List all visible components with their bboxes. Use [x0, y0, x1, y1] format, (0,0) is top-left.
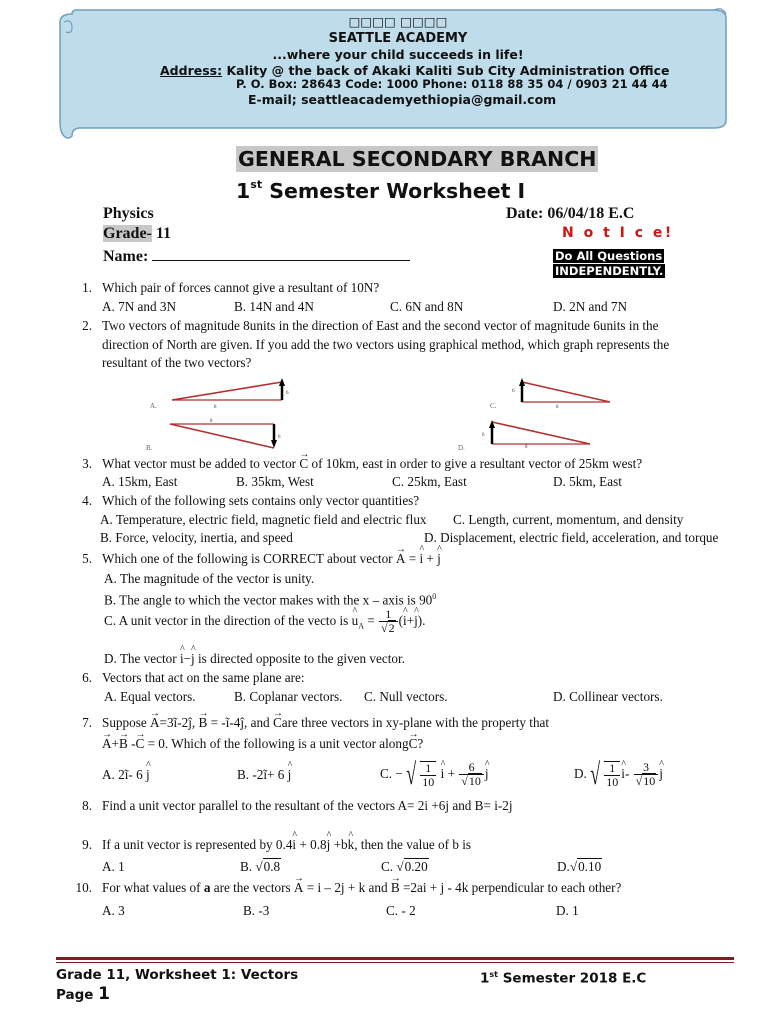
- footer-rule-thick: [56, 957, 734, 960]
- q3-option-b: B. 35km, West: [236, 474, 314, 489]
- q2-figures: [140, 376, 700, 452]
- subject-label: Physics: [103, 205, 154, 222]
- q10-option-c: C. - 2: [386, 903, 416, 918]
- q1-option-d: D. 2N and 7N: [553, 299, 627, 314]
- q9-option-d: D.√0.10: [557, 859, 602, 874]
- address-text: Kality @ the back of Akaki Kaliti Sub City Administration Office: [226, 63, 670, 78]
- footer-semester-label: 1st Semester 2018 E.C: [480, 970, 647, 987]
- q7-line-1: Suppose → A=3ĩ-2ĵ, → B = -ĩ-4ĵ, and → Care three vectors in xy-plane with the property that: [102, 714, 549, 732]
- q5-option-d: D. The vector ^ i−^ j is directed opposite to the given vector.: [104, 650, 405, 668]
- q3-option-d: D. 5km, East: [553, 474, 622, 489]
- worksheet-title: 1st Semester Worksheet I: [236, 178, 526, 203]
- q5-number: 5.: [82, 551, 92, 566]
- fig-d-resultant: [492, 422, 590, 444]
- q2-line-1: Two vectors of magnitude 8units in the direction of East and the second vector of magnitude 6units in the: [102, 318, 659, 333]
- q10-option-b: B. -3: [243, 903, 270, 918]
- svg-text:6: 6: [512, 389, 515, 394]
- q5-option-c: C. A unit vector in the direction of the vecto is ^ $u_A$ = $\frac{1}{√2}$ (^ i+^ j).: [104, 608, 425, 640]
- footer-page-label: Page 1: [56, 984, 111, 1004]
- q2-line-2: direction of North are given. If you add the two vectors using graphical method, which graph represents the: [102, 337, 670, 352]
- q2-line-3: resultant of the two vectors?: [102, 355, 252, 370]
- q5-text: Which one of the following is CORRECT about vector → A = ^ i + ^ j: [102, 550, 441, 568]
- q1-option-c: C. 6N and 8N: [390, 299, 464, 314]
- svg-text:8: 8: [214, 405, 217, 410]
- branch-title: GENERAL SECONDARY BRANCH: [238, 147, 597, 171]
- q4-option-b: B. Force, velocity, inertia, and speed: [100, 530, 293, 545]
- fig-b-label: B.: [146, 444, 153, 452]
- q6-number: 6.: [82, 670, 92, 685]
- q8-text: Find a unit vector parallel to the resultant of the vectors A= 2i +6j and B= i-2j: [102, 798, 513, 813]
- notice-line-2: INDEPENDENTLY.: [555, 264, 664, 278]
- fig-a-label: A.: [150, 402, 157, 410]
- q6-option-d: D. Collinear vectors.: [553, 689, 663, 704]
- svg-text:6: 6: [286, 391, 289, 396]
- svg-text:8: 8: [556, 405, 559, 410]
- q10-text: For what values of a are the vectors → A = i – 2j + k and → B =2ai + j - 4k perpendicular to each other?: [102, 879, 621, 897]
- q2-number: 2.: [82, 318, 92, 333]
- q1-text: Which pair of forces cannot give a resultant of 10N?: [102, 280, 380, 295]
- q5-option-b: B. The angle to which the vector makes with the x – axis is $90^0$: [104, 592, 437, 608]
- q9-number: 9.: [82, 837, 92, 852]
- school-motto: ...where your child succeeds in life!: [272, 47, 524, 62]
- q6-option-a: A. Equal vectors.: [104, 689, 196, 704]
- q4-text: Which of the following sets contains only vector quantities?: [102, 493, 420, 508]
- q7-option-c: C. − √ $\frac{1}{10}$ ^ i + $\frac{6}{√10}$ ^ j: [380, 756, 489, 792]
- svg-text:8: 8: [525, 445, 528, 450]
- q7-option-a: A. 2ĩ- 6 ^ j: [102, 766, 150, 784]
- date-label: Date: 06/04/18 E.C: [506, 205, 635, 222]
- notice-line-1: Do All Questions: [555, 249, 663, 263]
- q4-option-a: A. Temperature, electric field, magnetic field and electric flux: [100, 512, 427, 527]
- q6-text: Vectors that act on the same plane are:: [102, 670, 305, 685]
- school-contact: P. O. Box: 28643 Code: 1000 Phone: 0118 88 35 04 / 0903 21 44 44: [236, 77, 668, 91]
- q9-text: If a unit vector is represented by 0.4^ i + 0.8^ j +b^ k, then the value of b is: [102, 836, 471, 854]
- q7-line-2: → A+→ B -→ C = 0. Which of the following is a unit vector along→ C?: [102, 735, 423, 753]
- svg-text:6: 6: [278, 435, 281, 440]
- header-amharic: □□□□ □□□□: [348, 14, 448, 29]
- school-email: E-mail; seattleacademyethiopia@gmail.com: [248, 92, 557, 107]
- q9-option-b: B. √0.8: [240, 859, 281, 874]
- q3-option-c: C. 25km, East: [392, 474, 467, 489]
- q8-number: 8.: [82, 798, 92, 813]
- q1-option-b: B. 14N and 4N: [234, 299, 314, 314]
- fig-b-resultant: [170, 424, 274, 448]
- address-label: Address:: [160, 63, 223, 78]
- footer-rule-thin: [56, 962, 734, 963]
- q5-option-a: A. The magnitude of the vector is unity.: [104, 571, 315, 586]
- q10-option-d: D. 1: [556, 903, 579, 918]
- school-address: [160, 63, 670, 78]
- school-name: SEATTLE ACADEMY: [328, 31, 468, 46]
- notice-label: N o t I c e!: [562, 225, 674, 241]
- q6-option-b: B. Coplanar vectors.: [234, 689, 343, 704]
- q1-option-a: A. 7N and 3N: [102, 299, 176, 314]
- q7-option-d: D. √ $\frac{1}{10}$ ^ i- $\frac{3}{√10}$ ^ j: [574, 756, 663, 792]
- fig-c-label: C.: [490, 402, 497, 410]
- svg-text:6: 6: [482, 433, 485, 438]
- fig-d-label: D.: [458, 444, 465, 452]
- q6-option-c: C. Null vectors.: [364, 689, 448, 704]
- q9-option-c: C. √0.20: [381, 859, 428, 874]
- q10-number: 10.: [75, 880, 92, 895]
- q7-option-b: B. -2ĩ+ 6 ^ j: [237, 766, 291, 784]
- fig-a-resultant: [172, 382, 282, 400]
- q9-option-a: A. 1: [102, 859, 125, 874]
- q3-number: 3.: [82, 456, 92, 471]
- q1-number: 1.: [82, 280, 92, 295]
- q4-option-c: C. Length, current, momentum, and density: [453, 512, 684, 527]
- svg-text:8: 8: [210, 419, 213, 424]
- q3-option-a: A. 15km, East: [102, 474, 178, 489]
- footer-worksheet-label: Grade 11, Worksheet 1: Vectors: [56, 967, 299, 983]
- q7-number: 7.: [82, 715, 92, 730]
- q4-option-d: D. Displacement, electric field, acceleration, and torque: [424, 530, 719, 545]
- q10-option-a: A. 3: [102, 903, 125, 918]
- q4-number: 4.: [82, 493, 92, 508]
- q3-text: What vector must be added to vector → C of 10km, east in order to give a resultant vector of 25km west?: [102, 455, 642, 473]
- fig-c-resultant: [522, 382, 610, 402]
- grade-label: Grade- 11: [103, 225, 171, 242]
- name-field[interactable]: Name:: [103, 246, 410, 267]
